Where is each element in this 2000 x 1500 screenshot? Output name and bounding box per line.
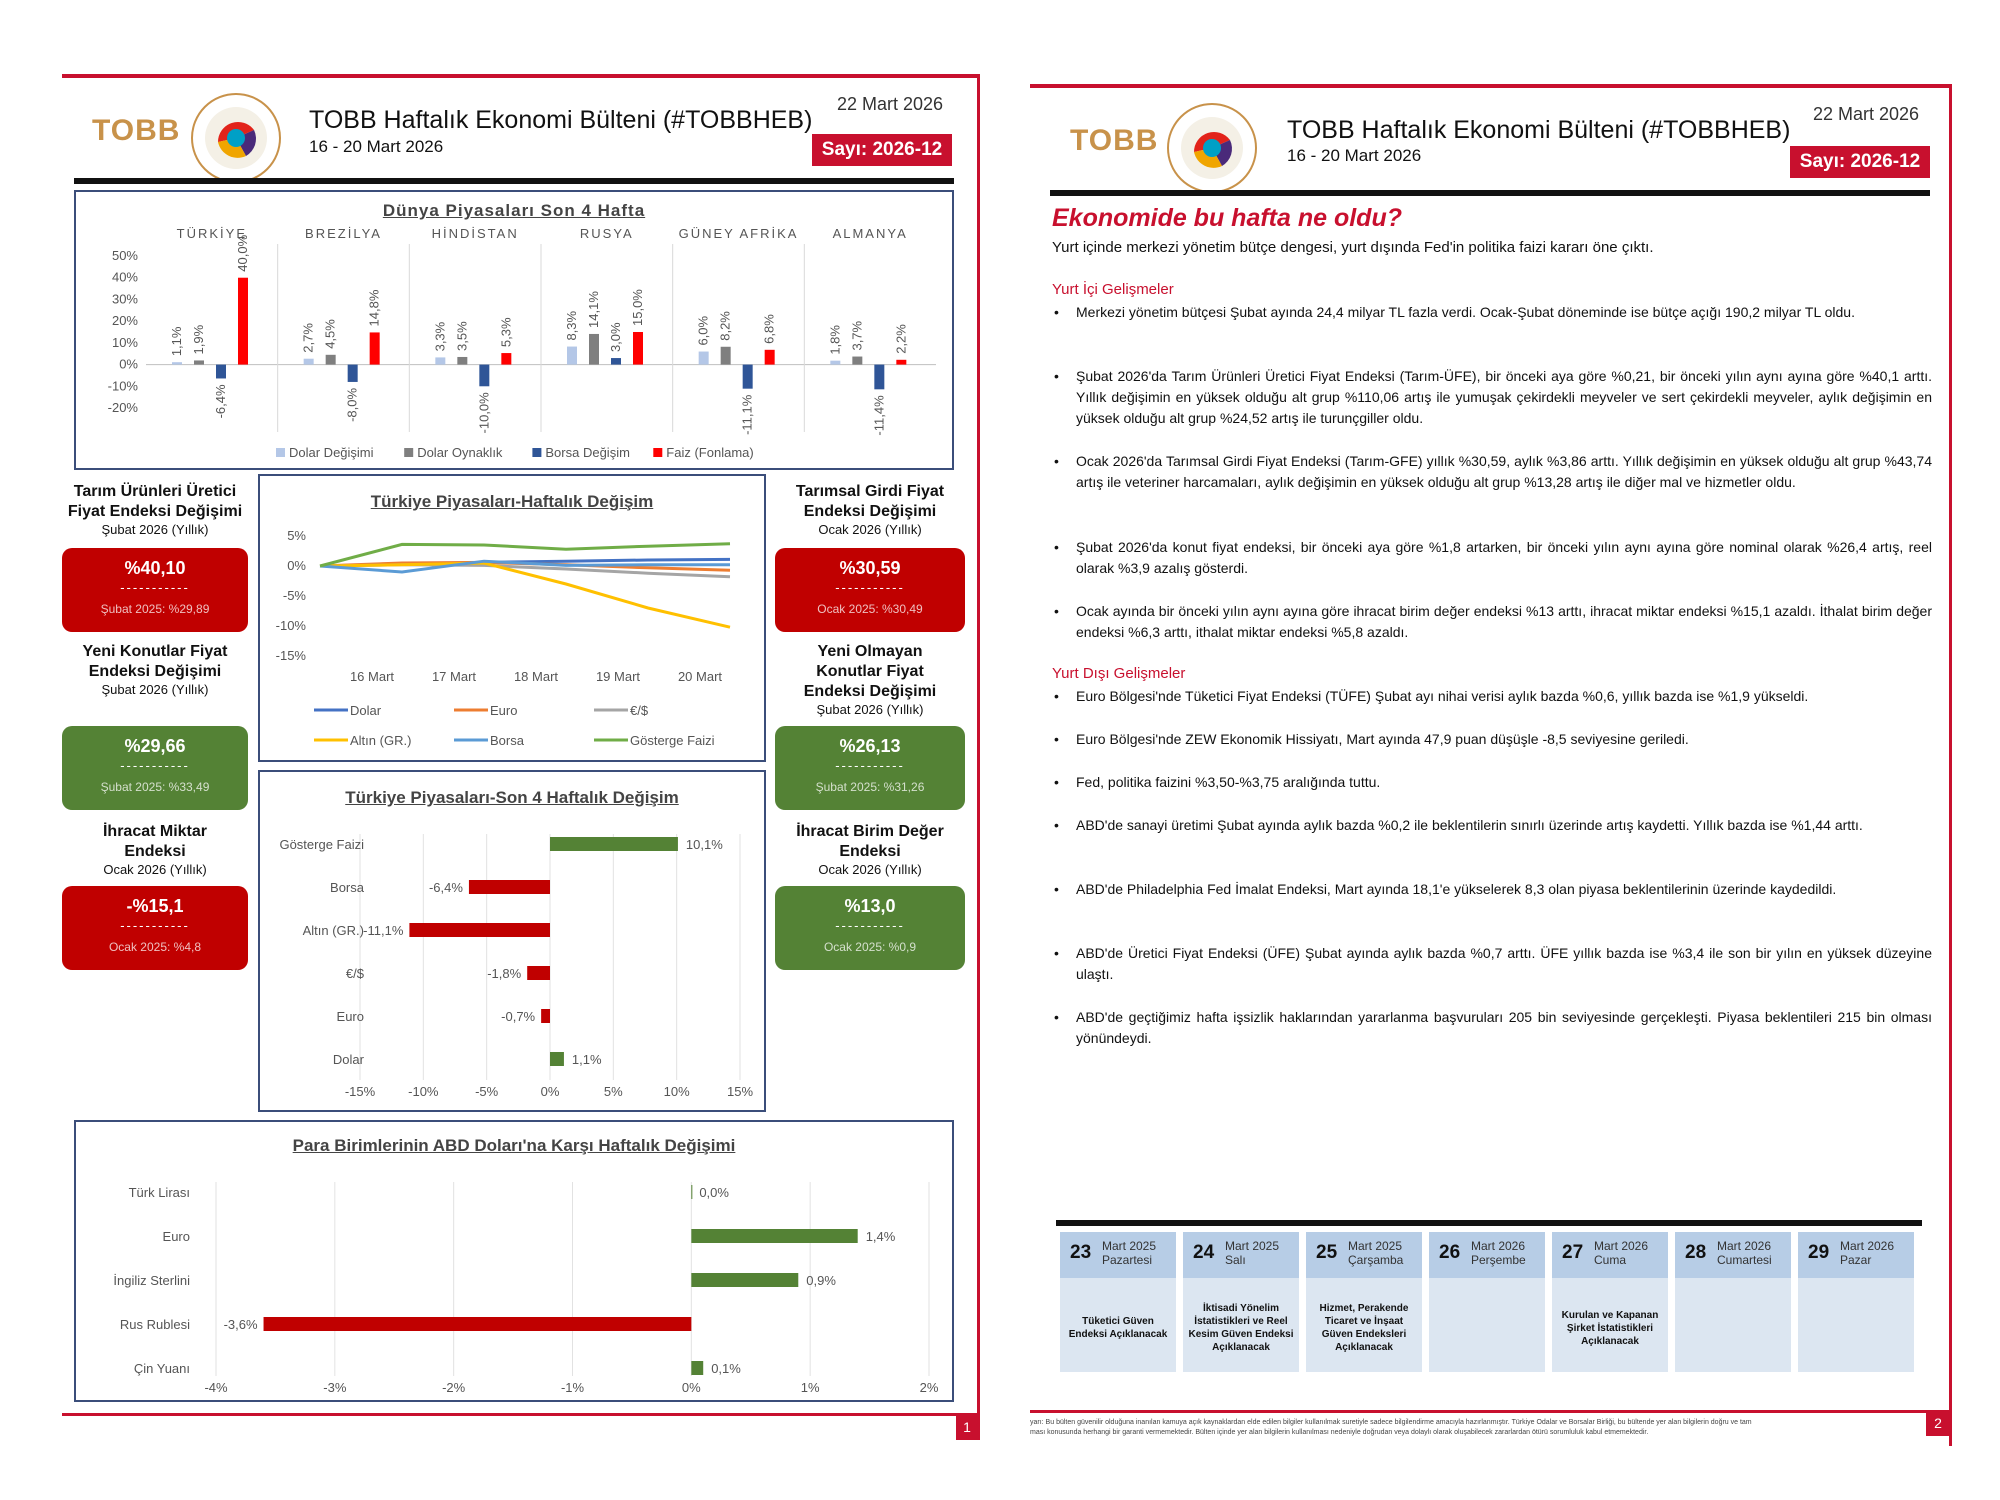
calendar-weekday: Pazar: [1840, 1253, 1872, 1267]
list-item: • Şubat 2026'da Tarım Ürünleri Üretici Fiyat Endeksi (Tarım-ÜFE), bir önceki aya göre %0,21, bir önceki yılın aynı ayına göre %40,1 arttı. Yıllık değişimin en yüksek olduğu alt grup %110,06 artış ile yumuşak çekirdekli meyveler ve sert çekirdekli meyveler, aylık değişimin en yüksek olduğu alt grup %24,52 artış ile turunçgiller oldu.: [1052, 366, 1932, 429]
data-label: -3,6%: [223, 1317, 258, 1332]
bar: [699, 352, 709, 365]
bulletin-title: TOBB Haftalık Ekonomi Bülteni (#TOBBHEB): [309, 106, 813, 134]
kpi-value: %26,13: [839, 736, 901, 756]
data-label: 15,0%: [630, 289, 645, 326]
kpi-title-existing-housing: Yeni Olmayan Konutlar Fiyat Endeksi Değişimi: [803, 643, 937, 700]
header-rule: [74, 178, 954, 184]
calendar-month: Mart 2026: [1594, 1239, 1649, 1253]
legend-label: Borsa: [490, 733, 524, 748]
kpi-sub-export-volume: Ocak 2026 (Yıllık): [103, 862, 207, 877]
category-label: Çin Yuanı: [133, 1361, 190, 1376]
kpi-previous: Ocak 2025: %4,8: [108, 940, 202, 954]
x-tick-label: 17 Mart: [431, 669, 477, 684]
page-2: [1030, 84, 1952, 1446]
data-label: 3,0%: [608, 322, 623, 353]
bar: [611, 358, 621, 365]
list-item: • Euro Bölgesi'nde Tüketici Fiyat Endeksi (TÜFE) Şubat ayı nihai verisi aylık bazda %0,6, yıllık bazda ise %1,9 yükseldi.: [1052, 686, 1932, 707]
data-label: 4,5%: [322, 319, 338, 349]
currency-change-chart: [76, 1122, 952, 1400]
tobb-logo-emblem: [188, 90, 284, 186]
legend-label: Altın (GR.): [350, 733, 412, 748]
kpi-title-export-volume: İhracat Miktar Endeksi: [102, 823, 208, 860]
four-week-change-chart: [260, 772, 764, 1110]
category-label: Altın (GR.): [302, 923, 364, 938]
issue-badge: Sayı: 2026-12: [1790, 146, 1930, 178]
x-tick-label: 0%: [681, 1380, 701, 1395]
four-week-change-title: Türkiye Piyasaları-Son 4 Haftalık Değişim: [345, 788, 679, 807]
category-label: İngiliz Sterlini: [113, 1273, 190, 1288]
x-tick-label: 2%: [919, 1380, 939, 1395]
calendar-weekday: Perşembe: [1471, 1253, 1526, 1267]
tobb-logo-emblem: [1164, 100, 1260, 196]
weekly-change-title: Türkiye Piyasaları-Haftalık Değişim: [370, 492, 654, 511]
page-1-right-border: [977, 74, 980, 1440]
calendar-rule: [1056, 1220, 1922, 1226]
data-label: 0,9%: [806, 1273, 836, 1288]
list-item: • Merkezi yönetim bütçesi Şubat ayında 24,4 milyar TL fazla verdi. Ocak-Şubat döneminde ise bütçe açığı 190,2 milyar TL oldu.: [1052, 302, 1932, 323]
calendar-day-number: 27: [1562, 1242, 1584, 1263]
calendar-weekday: Pazartesi: [1102, 1253, 1153, 1267]
kpi-label-export-unit-value: [795, 822, 945, 878]
data-label: 1,1%: [571, 1052, 602, 1067]
legend-label: Gösterge Faizi: [630, 733, 715, 748]
legend-swatch: [276, 448, 285, 457]
legend-label: €/$: [630, 703, 649, 718]
bar: [304, 359, 314, 365]
calendar-day: [1798, 1232, 1914, 1372]
data-label: 14,8%: [366, 289, 382, 327]
kpi-sub-new-housing: Şubat 2026 (Yıllık): [101, 682, 209, 697]
x-tick-label: -10%: [408, 1084, 439, 1099]
category-label: Borsa: [330, 880, 364, 895]
bar: [457, 357, 467, 365]
category-label: BREZİLYA: [305, 226, 382, 241]
calendar-day-month: [1717, 1239, 1772, 1267]
kpi-title-export-unit-value: İhracat Birim Değer Endeksi: [796, 823, 944, 860]
y-tick-label: 10%: [111, 334, 138, 350]
disclaimer-line-1: yarı: Bu bülten güvenilir olduğuna inanılan kamuya açık kaynaklardan elde edilen bilgiler kullanılmak suretiyle sadece bilgilendirme amacıyla hazırlanmıştır. Türkiye Odalar ve Borsalar Birliği, bu bültende yer alan bilgilerin doğru ve tam: [1030, 1419, 1752, 1426]
bulletin-date: 22 Mart 2026: [837, 94, 944, 114]
calendar-weekday: Salı: [1225, 1253, 1246, 1267]
legend-swatch: [653, 448, 662, 457]
data-label: 5,3%: [498, 317, 514, 348]
data-label: -8,0%: [344, 387, 360, 422]
kpi-box-new-housing: [62, 726, 248, 810]
list-item: • ABD'de Üretici Fiyat Endeksi (ÜFE) Şubat ayında aylık bazda %0,7 arttı. ÜFE yıllık bazda ise %3,4 ile son bir yılın en yüksek düzeyine ulaştı.: [1052, 943, 1932, 985]
x-tick-label: 19 Mart: [595, 669, 641, 684]
calendar: [1060, 1232, 1920, 1372]
kpi-value: %29,66: [124, 736, 186, 756]
bar: [479, 365, 489, 387]
category-label: HİNDİSTAN: [431, 226, 519, 241]
y-tick-label: 0%: [287, 558, 306, 573]
tobb-logo-text: TOBB: [92, 114, 181, 147]
data-label: 0,0%: [699, 1185, 729, 1200]
category-label: Euro: [162, 1229, 190, 1244]
news-heading: Ekonomide bu hafta ne oldu?: [1052, 204, 1402, 232]
bar: [541, 1009, 550, 1023]
page-2-bottom-border: [1030, 1410, 1952, 1413]
bar: [216, 365, 226, 379]
legend-label: Euro: [490, 703, 518, 718]
data-label: -11,1%: [363, 923, 404, 938]
calendar-month: Mart 2026: [1840, 1239, 1895, 1253]
data-label: 0,1%: [711, 1361, 741, 1376]
x-tick-label: 1%: [800, 1380, 820, 1395]
kpi-previous: Ocak 2025: %30,49: [817, 602, 923, 616]
weekly-change-chart: [260, 476, 764, 760]
list-item: • Ocak 2026'da Tarımsal Girdi Fiyat Endeksi (Tarım-GFE) yıllık %30,59, aylık %3,86 arttı. Yıllık değişimin en yüksek olduğu alt grup %43,74 artış ile veteriner harcamaları, aylık değişimin en yüksek olduğu alt grup %13,28 artış ile diğer mal ve hizmetler oldu.: [1052, 451, 1932, 493]
x-tick-label: 10%: [663, 1084, 690, 1099]
category-label: TÜRKİYE: [176, 226, 248, 241]
page-1-number: 1: [956, 1416, 978, 1440]
kpi-title-new-housing: Yeni Konutlar Fiyat Endeksi Değişimi: [82, 643, 228, 680]
bar: [765, 350, 775, 365]
header-rule: [1050, 190, 1930, 196]
bar: [691, 1361, 703, 1375]
data-label: -1,8%: [487, 966, 522, 981]
kpi-box-export-volume: [62, 886, 248, 970]
kpi-sub-agri-input: Ocak 2026 (Yıllık): [818, 522, 922, 537]
kpi-divider: -----------: [120, 580, 190, 595]
kpi-previous: Şubat 2025: %33,49: [100, 780, 210, 794]
calendar-event: [1679, 1290, 1787, 1366]
page-2-right-border: [1949, 84, 1952, 1446]
disclaimer-line-2: ması konusunda herhangi bir garanti vermemektedir. Bülten içinde yer alan bilgilerin kullanılması nedeniyle doğrudan veya dolaylı olarak oluşabilecek zararlardan ötürü sorumluluk kabul etmemektedir.: [1030, 1429, 1649, 1436]
bar: [874, 365, 884, 390]
kpi-divider: -----------: [835, 758, 905, 773]
weekly-change-panel: [258, 474, 766, 762]
y-tick-label: -20%: [107, 400, 138, 415]
bar: [348, 365, 358, 382]
legend-label: Faiz (Fonlama): [666, 445, 754, 460]
x-tick-label: -2%: [442, 1380, 466, 1395]
category-label: Gösterge Faizi: [279, 837, 364, 852]
y-tick-label: 30%: [111, 291, 138, 307]
calendar-weekday: Çarşamba: [1348, 1253, 1404, 1267]
y-tick-label: 5%: [287, 528, 306, 543]
x-tick-label: 20 Mart: [677, 669, 723, 684]
category-label: Dolar: [332, 1052, 364, 1067]
kpi-box-export-unit-value: [775, 886, 965, 970]
x-tick-label: -1%: [560, 1380, 585, 1395]
issue-badge: Sayı: 2026-12: [812, 134, 952, 166]
calendar-day-month: [1225, 1239, 1279, 1267]
data-label: -11,1%: [739, 394, 755, 435]
calendar-day-month: [1348, 1239, 1403, 1267]
list-item: • ABD'de sanayi üretimi Şubat ayında aylık bazda %0,2 ile beklentilerin sınırlı üzerinde artış kaydetti. Yıllık bazda ise %1,44 arttı.: [1052, 815, 1932, 836]
x-tick-label: -15%: [344, 1084, 376, 1099]
data-label: 10,1%: [685, 837, 723, 852]
page-1: [62, 74, 980, 1440]
world-markets-title: Dünya Piyasaları Son 4 Hafta: [382, 201, 646, 220]
y-tick-label: -5%: [282, 588, 306, 603]
calendar-day: [1675, 1232, 1791, 1372]
calendar-weekday: Cuma: [1594, 1253, 1627, 1267]
x-tick-label: 15%: [726, 1084, 754, 1099]
calendar-day-month: [1594, 1239, 1648, 1267]
list-item: • ABD'de Philadelphia Fed İmalat Endeksi, Mart ayında 18,1'e yükselerek 8,3 olan piyasa beklentilerinin üzerinde kaydedildi.: [1052, 879, 1932, 900]
kpi-divider: -----------: [835, 580, 905, 595]
data-label: 40,0%: [235, 234, 250, 272]
kpi-value: %13,0: [844, 896, 896, 916]
bulletin-date: 22 Mart 2026: [1813, 104, 1920, 124]
kpi-label-existing-housing: [795, 642, 945, 718]
y-tick-label: 20%: [111, 313, 138, 329]
calendar-day: [1060, 1232, 1176, 1372]
data-label: 2,2%: [893, 324, 909, 354]
bar: [194, 360, 204, 364]
calendar-day: [1306, 1232, 1422, 1372]
kpi-divider: -----------: [835, 918, 905, 933]
x-tick-label: -3%: [323, 1380, 347, 1395]
bar: [501, 353, 511, 365]
bulletin-period: 16 - 20 Mart 2026: [309, 137, 444, 156]
x-tick-label: -4%: [204, 1380, 228, 1395]
y-tick-label: -10%: [275, 618, 306, 633]
calendar-day-month: [1102, 1239, 1156, 1267]
bar: [469, 880, 550, 894]
bar: [691, 1229, 857, 1243]
category-label: Türk Lirası: [128, 1185, 190, 1200]
data-label: -6,4%: [428, 880, 463, 895]
category-label: Euro: [336, 1009, 364, 1024]
kpi-label-export-volume: [80, 822, 230, 878]
data-label: -10,0%: [476, 392, 492, 434]
bar: [264, 1317, 692, 1331]
bar: [691, 1273, 798, 1287]
bulletin-title: TOBB Haftalık Ekonomi Bülteni (#TOBBHEB): [1287, 116, 1791, 144]
kpi-sub-existing-housing: Şubat 2026 (Yıllık): [816, 702, 924, 717]
data-label: 8,3%: [564, 310, 579, 341]
bulletin-period: 16 - 20 Mart 2026: [1287, 146, 1422, 165]
list-item: • ABD'de geçtiğimiz hafta işsizlik haklarından yararlanma başvuruları 205 bin seviyesinde gerçekleşti. Piyasa beklentileri 215 bin olması yönündeydi.: [1052, 1007, 1932, 1049]
bar: [550, 837, 678, 851]
calendar-day-number: 26: [1439, 1242, 1461, 1263]
kpi-label-new-housing: [80, 642, 230, 698]
data-label: 3,7%: [849, 320, 865, 351]
data-label: 1,1%: [169, 326, 184, 357]
calendar-month: Mart 2026: [1717, 1239, 1772, 1253]
kpi-value: -%15,1: [126, 896, 184, 916]
y-tick-label: -10%: [107, 378, 138, 394]
category-label: €/$: [345, 966, 364, 981]
list-item: • Euro Bölgesi'nde ZEW Ekonomik Hissiyatı, Mart ayında 47,9 puan düşüşle -8,5 seviyesine geriledi.: [1052, 729, 1932, 750]
bar: [743, 365, 753, 389]
four-week-change-panel: [258, 770, 766, 1112]
data-label: -6,4%: [213, 384, 228, 419]
bar: [852, 357, 862, 365]
calendar-day-number: 28: [1685, 1242, 1707, 1263]
calendar-day-month: [1840, 1239, 1894, 1267]
data-label: 1,4%: [865, 1229, 896, 1244]
y-tick-label: 50%: [111, 248, 138, 263]
kpi-box-agri-ppi: [62, 548, 248, 632]
calendar-event: İktisadi Yönelim İstatistikleri ve Reel Kesim Güven Endeksi Açıklanacak: [1188, 1303, 1294, 1353]
kpi-value: %40,10: [124, 558, 186, 578]
calendar-day-number: 29: [1808, 1242, 1830, 1263]
bar: [567, 347, 577, 365]
calendar-day: [1552, 1232, 1668, 1372]
page-2-top-border: [1030, 84, 1952, 88]
data-label: 3,3%: [432, 321, 448, 352]
x-tick-label: 16 Mart: [349, 669, 395, 684]
bar: [527, 966, 550, 980]
bar: [589, 334, 599, 365]
foreign-heading: Yurt Dışı Gelişmeler: [1052, 665, 1186, 682]
kpi-previous: Şubat 2025: %29,89: [100, 602, 210, 616]
category-label: ALMANYA: [832, 226, 908, 241]
kpi-box-agri-input: [775, 548, 965, 632]
kpi-box-existing-housing: [775, 726, 965, 810]
calendar-day: [1183, 1232, 1299, 1372]
calendar-month: Mart 2026: [1471, 1239, 1526, 1253]
calendar-day-number: 24: [1193, 1242, 1215, 1263]
data-label: -11,4%: [871, 395, 887, 436]
kpi-title-agri-input: Tarımsal Girdi Fiyat Endeksi Değişimi: [795, 483, 945, 520]
list-item: • Fed, politika faizini %3,50-%3,75 aralığında tuttu.: [1052, 772, 1932, 793]
y-tick-label: -15%: [275, 648, 306, 663]
legend-label: Borsa Değişim: [545, 445, 630, 460]
x-tick-label: 5%: [603, 1084, 623, 1099]
calendar-day-month: [1471, 1239, 1526, 1267]
kpi-value: %30,59: [839, 558, 901, 578]
calendar-event: Kurulan ve Kapanan Şirket İstatistikleri Açıklanacak: [1561, 1309, 1659, 1347]
data-label: -0,7%: [501, 1009, 536, 1024]
kpi-divider: -----------: [120, 758, 190, 773]
bar: [830, 361, 840, 365]
legend-swatch: [404, 448, 413, 457]
legend-label: Dolar Değişimi: [289, 445, 374, 460]
legend-label: Dolar: [350, 703, 382, 718]
data-label: 1,9%: [191, 324, 206, 355]
page-1-top-border: [62, 74, 980, 78]
legend-swatch: [532, 448, 541, 457]
world-markets-chart: [76, 192, 952, 468]
bar: [721, 347, 731, 365]
list-item: • Ocak ayında bir önceki yılın aynı ayına göre ihracat birim değer endeksi %13 arttı, ihracat miktar endeksi %15,1 azaldı. İthalat birim değer endeksi %6,3 arttı, ithalat miktar endeksi %5,8 azaldı.: [1052, 601, 1932, 643]
world-markets-panel: [74, 190, 954, 470]
kpi-title-agri-ppi: Tarım Ürünleri Üretici Fiyat Endeksi Değişimi: [67, 483, 243, 520]
legend-label: Dolar Oynaklık: [417, 445, 503, 460]
data-label: 14,1%: [586, 291, 601, 328]
bar: [409, 923, 550, 937]
x-tick-label: 18 Mart: [513, 669, 559, 684]
y-tick-label: 0%: [119, 356, 138, 372]
bar: [691, 1185, 692, 1199]
category-label: GÜNEY AFRİKA: [678, 226, 799, 241]
calendar-day-number: 25: [1316, 1242, 1338, 1263]
bar: [172, 362, 182, 364]
calendar-weekday: Cumartesi: [1717, 1253, 1772, 1267]
bar: [238, 278, 248, 365]
calendar-event: [1433, 1290, 1541, 1366]
bar: [633, 332, 643, 365]
kpi-divider: -----------: [120, 918, 190, 933]
data-label: 3,5%: [454, 321, 470, 351]
calendar-month: Mart 2025: [1225, 1239, 1280, 1253]
page-2-number: 2: [1926, 1412, 1950, 1436]
kpi-previous: Ocak 2025: %0,9: [823, 940, 917, 954]
currency-change-title: Para Birimlerinin ABD Doları'na Karşı Haftalık Değişimi: [292, 1136, 736, 1155]
data-label: 6,0%: [695, 315, 711, 346]
calendar-month: Mart 2025: [1102, 1239, 1157, 1253]
calendar-event: Tüketici Güven Endeksi Açıklanacak: [1068, 1316, 1168, 1340]
bar: [435, 357, 445, 364]
kpi-label-agri-input: [775, 482, 965, 538]
bar: [550, 1052, 564, 1066]
kpi-sub-agri-ppi: Şubat 2026 (Yıllık): [101, 522, 209, 537]
data-label: 1,8%: [827, 325, 843, 355]
data-label: 6,8%: [761, 314, 777, 344]
list-item: • Şubat 2026'da konut fiyat endeksi, bir önceki aya göre %1,8 artarken, bir önceki yılın aynı ayına göre nominal olarak %26,4 artış, reel olarak %3,9 azalış gösterdi.: [1052, 537, 1932, 579]
calendar-month: Mart 2025: [1348, 1239, 1403, 1253]
page-1-bottom-border: [62, 1413, 980, 1416]
bar: [326, 355, 336, 365]
kpi-previous: Şubat 2025: %31,26: [815, 780, 925, 794]
bar: [896, 360, 906, 365]
category-label: Rus Rublesi: [119, 1317, 190, 1332]
calendar-event: Hizmet, Perakende Ticaret ve İnşaat Güven Endeksleri Açıklanacak: [1319, 1303, 1409, 1353]
calendar-day-number: 23: [1070, 1242, 1092, 1263]
tobb-logo-text: TOBB: [1070, 124, 1159, 157]
kpi-label-agri-ppi: [62, 482, 248, 538]
x-tick-label: -5%: [475, 1084, 499, 1099]
category-label: RUSYA: [579, 226, 634, 241]
bar: [370, 332, 380, 364]
domestic-heading: Yurt İçi Gelişmeler: [1052, 281, 1174, 298]
calendar-event: [1802, 1290, 1910, 1366]
news-intro: Yurt içinde merkezi yönetim bütçe dengesi, yurt dışında Fed'in politika faizi kararı öne çıktı.: [1052, 239, 1654, 256]
data-label: 8,2%: [717, 311, 733, 341]
kpi-sub-export-unit-value: Ocak 2026 (Yıllık): [818, 862, 922, 877]
y-tick-label: 40%: [111, 269, 138, 285]
currency-change-panel: [74, 1120, 954, 1402]
x-tick-label: 0%: [540, 1084, 560, 1099]
calendar-day: [1429, 1232, 1545, 1372]
data-label: 2,7%: [300, 323, 316, 353]
